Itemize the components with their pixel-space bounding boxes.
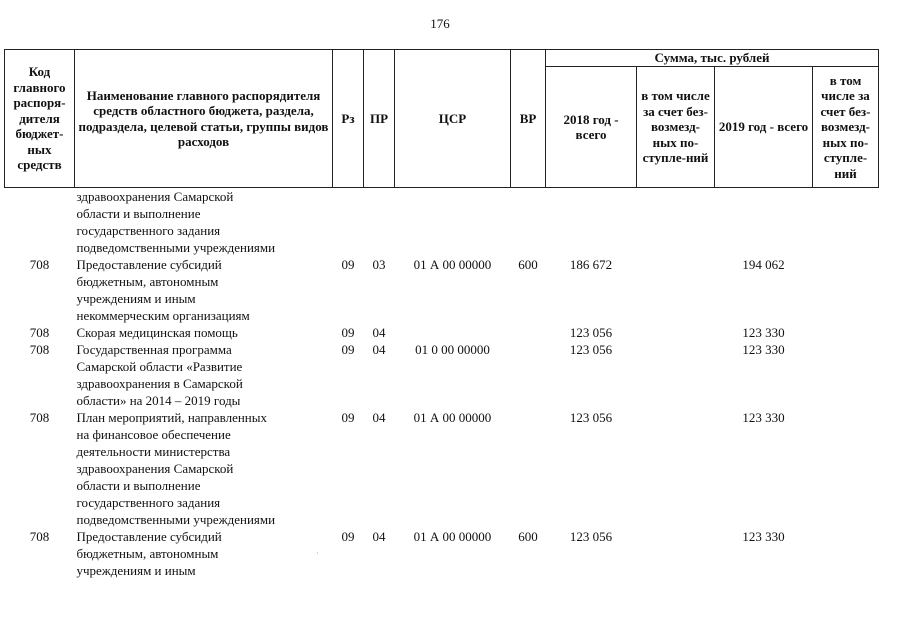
header-pr: ПР — [364, 50, 395, 188]
cell-2019-free — [813, 188, 879, 257]
cell-2019-total: 123 330 — [742, 529, 785, 544]
header-2019-free: в том числе за счет без-возмезд-ных по-ступле-ний — [813, 67, 879, 188]
name-line: бюджетным, автономным — [76, 546, 219, 561]
header-2018-total: 2018 год - всего — [546, 67, 637, 188]
name-line: государственного задания — [76, 223, 221, 238]
cell-vr: 600 — [518, 257, 538, 272]
cell-2019-free — [813, 324, 879, 341]
cell-rz: 09 — [341, 410, 355, 425]
cell-pr: 04 — [372, 410, 386, 425]
cell-code: 708 — [29, 342, 50, 357]
cell-2018-free — [637, 341, 715, 409]
cell-vr — [511, 409, 546, 528]
table-row — [5, 324, 879, 341]
name-line: на финансовое обеспечение — [76, 427, 231, 442]
name-line: деятельности министерства — [76, 444, 231, 459]
cell-rz: 09 — [341, 325, 355, 340]
cell-pr: 04 — [372, 325, 386, 340]
cell-name — [75, 528, 333, 579]
name-line: здравоохранения в Самарской — [76, 376, 243, 391]
name-line: учреждениям и иным — [76, 563, 196, 578]
name-line: области» на 2014 – 2019 годы — [76, 393, 241, 408]
header-rz: Рз — [333, 50, 364, 188]
cell-pr: 04 — [372, 342, 386, 357]
cell-pr: 03 — [372, 257, 386, 272]
cell-code: 708 — [29, 257, 50, 272]
scan-dot: · — [316, 549, 319, 558]
cell-2018-free — [637, 324, 715, 341]
table-row — [5, 409, 879, 528]
cell-csr — [395, 324, 511, 341]
table-row — [5, 256, 879, 324]
cell-vr — [511, 341, 546, 409]
table-body — [5, 188, 879, 580]
cell-2019-total: 194 062 — [742, 257, 785, 272]
cell-2018-free — [637, 188, 715, 257]
header-code: Код главного распоря-дителя бюджет-ных средств — [5, 50, 75, 188]
budget-table — [4, 49, 879, 579]
cell-name — [75, 341, 333, 409]
cell-vr — [511, 324, 546, 341]
cell-code: 708 — [29, 529, 50, 544]
name-line: некоммерческим организациям — [76, 308, 250, 323]
header-sum: Сумма, тыс. рублей — [546, 50, 879, 67]
cell-2018-total: 186 672 — [569, 257, 613, 272]
cell-code: 708 — [29, 325, 50, 340]
cell-2019-total — [715, 188, 813, 257]
cell-2018-free — [637, 256, 715, 324]
cell-2019-total: 123 330 — [742, 342, 785, 357]
cell-2018-total: 123 056 — [569, 342, 613, 357]
cell-2019-free — [813, 341, 879, 409]
cell-rz — [333, 188, 364, 257]
cell-2019-free — [813, 256, 879, 324]
cell-2019-free — [813, 409, 879, 528]
name-line: План мероприятий, направленных — [76, 410, 267, 425]
cell-name — [75, 324, 333, 341]
header-csr: ЦСР — [395, 50, 511, 188]
cell-2018-free — [637, 528, 715, 579]
name-line: государственного задания — [76, 495, 221, 510]
name-line: области и выполнение — [76, 206, 201, 221]
table-row — [5, 188, 879, 257]
page-number: 176 — [430, 16, 450, 31]
name-line: области и выполнение — [76, 478, 201, 493]
cell-rz: 09 — [341, 257, 355, 272]
name-line: подведомственными учреждениями — [76, 240, 276, 255]
name-line: Самарской области «Развитие — [76, 359, 243, 374]
cell-2019-free — [813, 528, 879, 579]
table-row — [5, 341, 879, 409]
cell-rz: 09 — [341, 529, 355, 544]
name-line: здравоохранения Самарской — [76, 461, 234, 476]
name-line: Предоставление субсидий — [76, 529, 222, 544]
cell-csr: 01 А 00 00000 — [413, 529, 492, 544]
name-line: здравоохранения Самарской — [76, 189, 234, 204]
table-header — [5, 50, 879, 188]
cell-2018-total: 123 056 — [569, 410, 613, 425]
cell-2019-total: 123 330 — [742, 410, 785, 425]
cell-vr: 600 — [518, 529, 538, 544]
header-2019-total: 2019 год - всего — [715, 67, 813, 188]
cell-name — [75, 188, 333, 257]
name-line: Государственная программа — [76, 342, 232, 357]
cell-code — [5, 188, 75, 257]
cell-name — [75, 409, 333, 528]
cell-csr: 01 0 00 00000 — [415, 342, 490, 357]
name-line: Скорая медицинская помощь — [76, 325, 238, 340]
cell-csr — [395, 188, 511, 257]
cell-2018-total — [546, 188, 637, 257]
cell-2018-free — [637, 409, 715, 528]
cell-csr: 01 А 00 00000 — [413, 257, 492, 272]
table-row — [5, 528, 879, 579]
header-name: Наименование главного распорядителя средств областного бюджета, раздела, подраздела, целевой статьи, группы видов расходов — [75, 50, 333, 188]
name-line: подведомственными учреждениями — [76, 512, 276, 527]
cell-code: 708 — [29, 410, 50, 425]
header-2018-free: в том числе за счет без-возмезд-ных по-ступле-ний — [637, 67, 715, 188]
cell-2018-total: 123 056 — [569, 529, 613, 544]
name-line: бюджетным, автономным — [76, 274, 219, 289]
cell-rz: 09 — [341, 342, 355, 357]
cell-2019-total: 123 330 — [742, 325, 785, 340]
header-vr: ВР — [511, 50, 546, 188]
name-line: Предоставление субсидий — [76, 257, 222, 272]
cell-pr — [364, 188, 395, 257]
cell-csr: 01 А 00 00000 — [413, 410, 492, 425]
cell-2018-total: 123 056 — [569, 325, 613, 340]
cell-name — [75, 256, 333, 324]
name-line: учреждениям и иным — [76, 291, 196, 306]
cell-pr: 04 — [372, 529, 386, 544]
cell-vr — [511, 188, 546, 257]
